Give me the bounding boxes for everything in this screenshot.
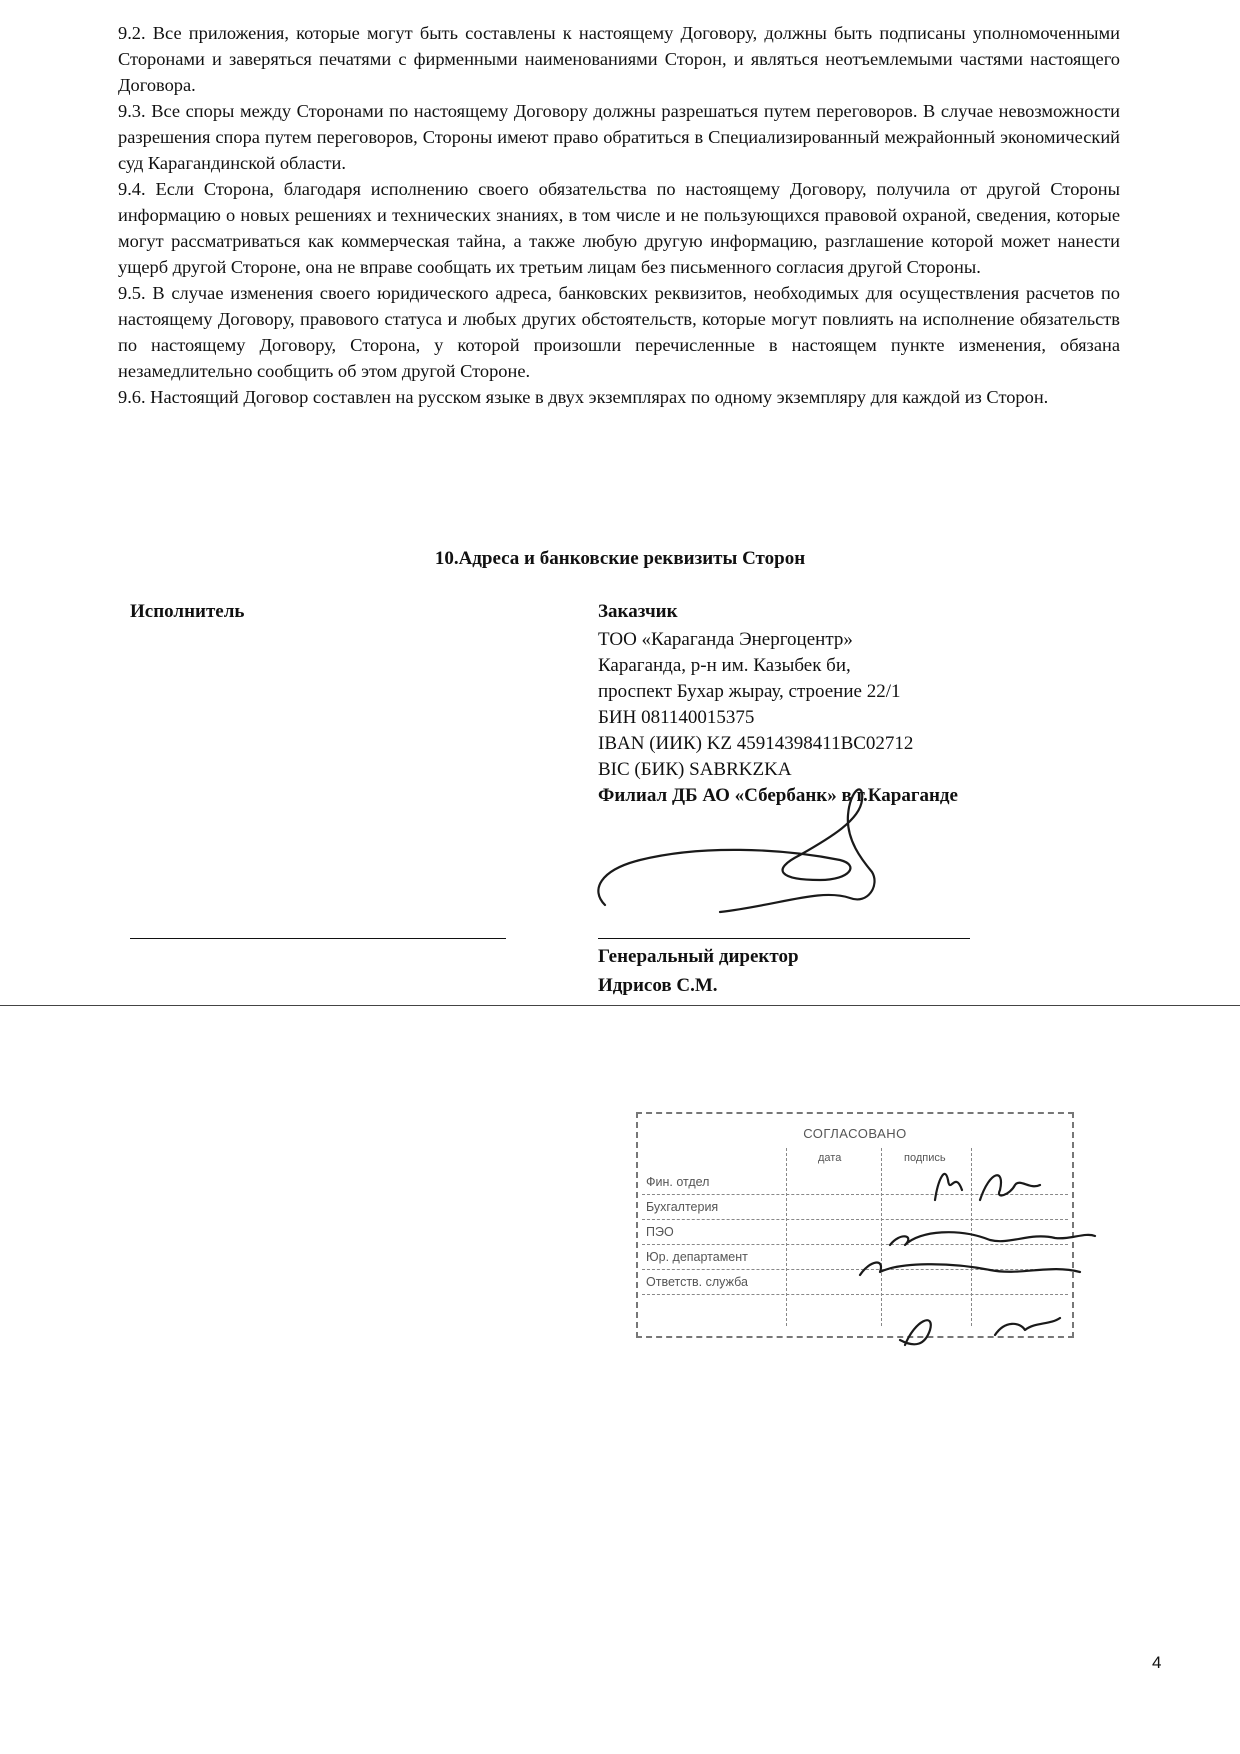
clause-9-6: 9.6. Настоящий Договор составлен на русском языке в двух экземплярах по одному экземпляру для каждой из Сторон. [118, 387, 1049, 407]
approval-stamp [636, 1112, 1074, 1338]
clause-9-2: 9.2. Все приложения, которые могут быть составлены к настоящему Договору, должны быть подписаны уполномоченными Сторонами и заверяться печатями с фирменными наименованиями Сторон, и являться неотъемлемыми частями настоящего Договора. [118, 23, 1120, 95]
page-number: 4 [1152, 1653, 1162, 1672]
stamp-row-peo: ПЭО [642, 1220, 1068, 1245]
customer-iban: IBAN (ИИК) KZ 45914398411BC02712 [598, 733, 914, 754]
page-divider [0, 1005, 1240, 1006]
customer-address-line2: проспект Бухар жырау, строение 22/1 [598, 681, 901, 702]
stamp-row-finance: Фин. отдел [642, 1170, 1068, 1195]
signatory-title: Генеральный директор [598, 946, 799, 967]
clause-9-4: 9.4. Если Сторона, благодаря исполнению своего обязательства по настоящему Договору, получила от другой Стороны информацию о новых решениях и технических знаниях, в том числе и не пользующихся правовой охраной, сведения, которые могут рассматриваться как коммерческая тайна, а также любую другую информацию, разглашение которой может нанести ущерб другой Стороне, она не вправе сообщать их третьим лицам без письменного согласия другой Стороны. [118, 179, 1120, 277]
customer-label: Заказчик [598, 601, 678, 622]
customer-bank: Филиал ДБ АО «Сбербанк» в г.Караганде [598, 785, 958, 806]
customer-bin: БИН 081140015375 [598, 707, 755, 728]
stamp-row-responsible: Ответств. служба [642, 1270, 1068, 1295]
customer-address-line1: Караганда, р-н им. Казыбек би, [598, 655, 851, 676]
customer-signature-line [598, 938, 970, 939]
customer-signatory [598, 942, 799, 1000]
clause-9-5: 9.5. В случае изменения своего юридического адреса, банковских реквизитов, необходимых для осуществления расчетов по настоящему Договору, правового статуса и любых других обстоятельств, которые могут повлиять на исполнение обязательств по настоящему Договору, Сторона, у которой произошли перечисленные в настоящем пункте изменения, обязана незамедлительно сообщить об этом другой Стороне. [118, 283, 1120, 381]
clause-9-3: 9.3. Все споры между Сторонами по настоящему Договору должны разрешаться путем переговоров. В случае невозможности разрешения спора путем переговоров, Стороны имеют право обратиться в Специализированный межрайонный экономический суд Карагандинской области. [118, 101, 1120, 173]
contractor-label: Исполнитель [130, 601, 245, 622]
section-title: 10.Адреса и банковские реквизиты Сторон [434, 548, 806, 569]
customer-name: ТОО «Караганда Энергоцентр» [598, 629, 853, 650]
customer-bic: BIC (БИК) SABRKZKA [598, 759, 792, 780]
stamp-title: СОГЛАСОВАНО [803, 1126, 907, 1141]
stamp-row-legal: Юр. департамент [642, 1245, 1068, 1270]
stamp-row-accounting: Бухгалтерия [642, 1195, 1068, 1220]
customer-details [598, 627, 958, 809]
signatory-name: Идрисов С.М. [598, 975, 718, 996]
clauses-section [118, 20, 1120, 410]
contractor-signature-line [130, 938, 506, 939]
stamp-col-sign: подпись [904, 1152, 946, 1164]
stamp-col-date: дата [818, 1152, 842, 1164]
